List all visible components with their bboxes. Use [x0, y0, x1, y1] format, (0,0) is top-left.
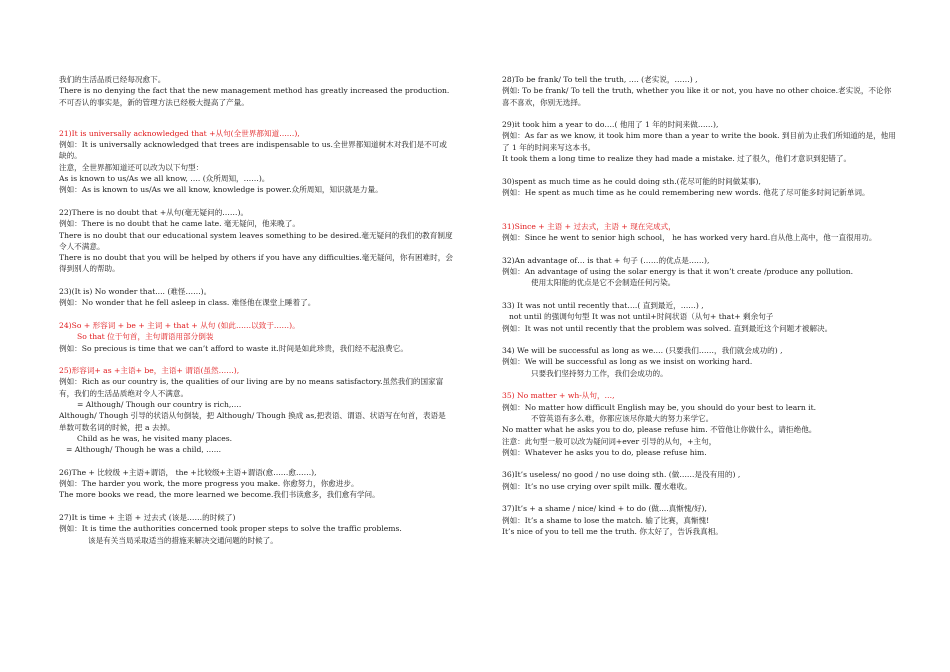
example-translation: 只要我们坚持努力工作，我们会成功的。	[531, 368, 668, 378]
section-heading-25: 25)形容词+ as +主语+ be，主语+ 谓语(虽然……),	[59, 366, 240, 376]
section-heading-34: 34) We will be successful as long as we…. (只要我们……，我们就会成功的) ,	[502, 346, 783, 356]
example-text: 例如：The harder you work, the more progress you make. 你愈努力，你愈进步。	[59, 479, 359, 489]
example-translation: 该是有关当局采取适当的措施来解决交通问题的时候了。	[88, 535, 278, 545]
section-heading-36: 36)It’s useless/ no good / no use doing sth. (做……是没有用的) ,	[502, 470, 741, 480]
text-line: = Although/ Though he was a child, …...	[66, 445, 222, 455]
text-line: 我们的生活品质已经每况愈下。	[59, 75, 166, 84]
section-heading-33: 33) It was not until recently that….( 直到最近，……) ,	[502, 300, 704, 310]
text-line: = Although/ Though our country is rich,….	[77, 400, 242, 410]
section-heading-31: 31)Since + 主语 + 过去式，主语 + 现在完成式，	[502, 221, 676, 231]
text-line: As is known to us/As we all know, …. (众所周知，……)。	[59, 174, 270, 184]
example-text: 例如：So precious is time that we can’t afford to waste it.时间是如此珍贵，我们经不起浪费它。	[59, 343, 408, 353]
right-column	[502, 74, 898, 537]
example-text: 例如：An advantage of using the solar energy is that it won’t create /produce any pollution.	[502, 267, 854, 277]
example-text: 例如：Since he went to senior high school， he has worked very hard.自从他上高中，他一直很用功。	[502, 233, 877, 243]
example-text: No matter what he asks you to do, please refuse him. 不管他让你做什么，请拒绝他。	[502, 425, 817, 435]
section-heading-32: 32)An advantage of… is that + 句子 (……的优点是……),	[502, 255, 710, 265]
section-heading-23: 23)(It is) No wonder that.... (难怪……)。	[59, 287, 212, 297]
section-heading-28: 28)To be frank/ To tell the truth, …. (老实说，……) ,	[502, 75, 698, 84]
section-heading-21: 21)It is universally acknowledged that +从句(全世界都知道……),	[59, 128, 300, 138]
example-text: 例如：No wonder that he fell asleep in class. 难怪他在课堂上睡着了。	[59, 298, 316, 308]
note-text: 注意，全世界都知道还可以改为以下句型：	[59, 162, 204, 172]
note-text: Although/ Though 引导的状语从句倒装，把 Although/ Though 换成 as,把表语、谓语、状语写在句首，表语是单数可数名词的时候，把 a 去掉。	[59, 411, 446, 432]
example-text: It took them a long time to realize they had made a mistake. 过了很久，他们才意识到犯错了。	[502, 154, 852, 164]
section-heading-24: 24)So + 形容词 + be + 主词 + that + 从句 (如此……以致于……)。	[59, 320, 300, 330]
section-heading-27: 27)It is time + 主语 + 过去式 (该是……的时候了)	[59, 512, 236, 522]
text-line: 不可否认的事实是，新的管理方法已经极大提高了产量。	[59, 97, 249, 107]
example-translation: 不管英语有多么难，你都应该尽你最大的努力来学它。	[531, 413, 714, 423]
example-text: 例如：We will be successful as long as we insist on working hard.	[502, 357, 753, 367]
example-text: 例如：It’s no use crying over spilt milk. 覆水难收。	[502, 481, 692, 491]
example-text: It’s nice of you to tell me the truth. 你太好了，告诉我真相。	[502, 526, 723, 536]
example-text: There is no doubt that our educational system leaves something to be desired.毫无疑问的我们的教育制度令人不满意。	[59, 230, 453, 251]
example-text: 例如：No matter how difficult English may be, you should do your best to learn it.	[502, 402, 817, 412]
text-line: There is no denying the fact that the new management method has greatly increased the production.	[59, 86, 450, 96]
example-text: 例如: To be frank/ To tell the truth, whether you like it or not, you have no other choice.老实说，不论你喜不喜欢，你别无选择。	[502, 86, 892, 107]
section-heading-26: 26)The + 比较级 +主语+谓语， the +比较级+主语+谓语(愈……愈……),	[59, 467, 317, 477]
example-text: 例如：It is time the authorities concerned took proper steps to solve the traffic problems.	[59, 524, 402, 534]
left-column	[59, 74, 453, 546]
example-text: The more books we read, the more learned we become.我们书读愈多，我们愈有学问。	[59, 490, 380, 500]
example-translation: 使用太阳能的优点是它不会制造任何污染。	[531, 278, 676, 288]
section-heading-29: 29)it took him a year to do….( 他用了 1 年的时间来做……),	[502, 120, 719, 130]
example-text: There is no doubt that you will be helped by others if you have any difficulties.毫无疑问，你有困难时，会得到别人的帮助。	[59, 253, 453, 274]
example-text: 例如：It was not until recently that the problem was solved. 直到最近这个问题才被解决。	[502, 323, 833, 333]
example-text: 例如：As is known to us/As we all know, knowledge is power.众所周知，知识就是力量。	[59, 185, 383, 195]
example-text: 例如：Whatever he asks you to do, please refuse him.	[502, 447, 707, 457]
example-text: 例如：Rich as our country is, the qualities of our living are by no means satisfactory.虽然我们的国家富有，我们的生活品质绝对令人不满意。	[59, 377, 444, 398]
text-line: Child as he was, he visited many places.	[77, 433, 233, 443]
section-heading-30: 30)spent as much time as he could doing sth.(花尽可能的时间做某事),	[502, 176, 761, 186]
section-heading-22: 22)There is no doubt that +从句(毫无疑问的……)。	[59, 207, 249, 217]
example-text: 例如：It is universally acknowledged that trees are indispensable to us.全世界都知道树木对我们是不可或缺的。	[59, 140, 447, 161]
note-text: 注意：此句型一般可以改为疑问词+ever 引导的从句，+主句，	[502, 436, 717, 446]
section-heading-35: 35) No matter + wh-从句，…,	[502, 391, 615, 401]
example-text: 例如：As far as we know, it took him more than a year to write the book. 到目前为止我们所知道的是，他用了 1 年的时间来写这本书。	[502, 131, 896, 152]
example-text: 例如：He spent as much time as he could remembering new words. 他花了尽可能多时间记新单词。	[502, 187, 870, 197]
note-text: So that 位于句首，主句谓语用部分倒装	[77, 332, 214, 342]
note-text: not until 的强调句句型 It was not until+时间状语（从句+ that+ 剩余句子	[509, 312, 774, 322]
example-text: 例如：There is no doubt that he came late. 毫无疑问，他来晚了。	[59, 219, 300, 229]
section-heading-37: 37)It’s + a shame / nice/ kind + to do (做....真惭愧/好),	[502, 504, 707, 514]
example-text: 例如：It’s a shame to lose the match. 输了比赛，真惭愧!	[502, 515, 710, 525]
